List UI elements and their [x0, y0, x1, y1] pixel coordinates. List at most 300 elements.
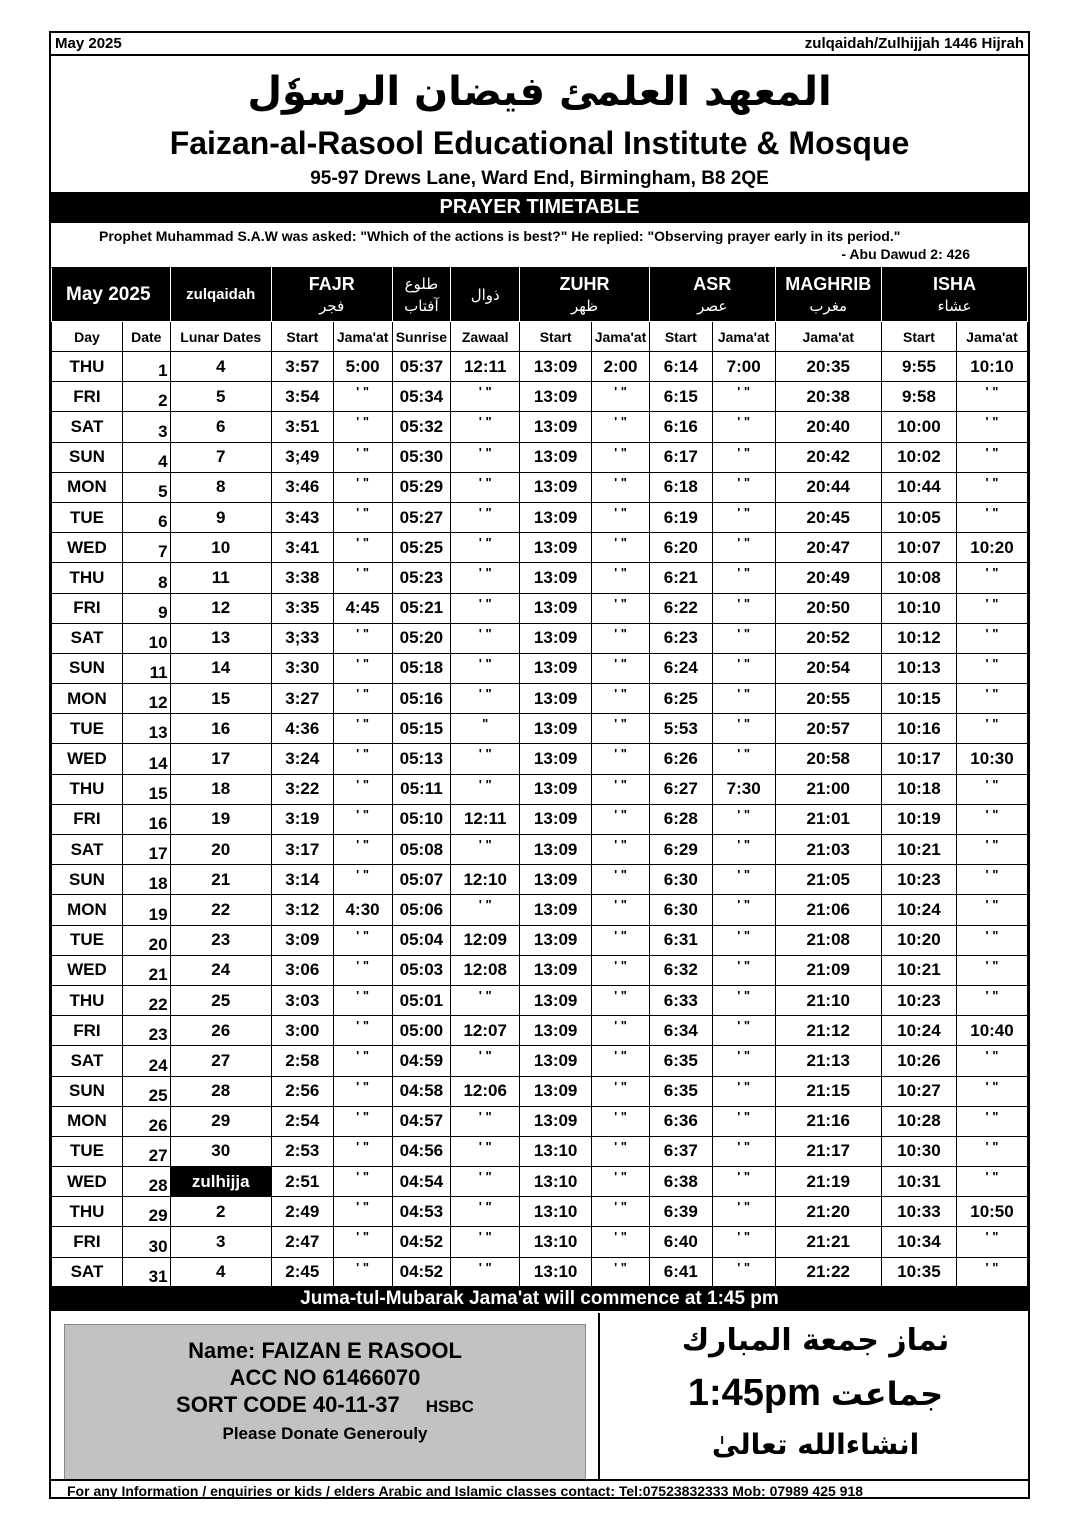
- table-cell: 12:10: [451, 865, 520, 895]
- divider: [598, 1313, 600, 1479]
- table-cell: 31: [122, 1257, 170, 1287]
- table-cell: 21:21: [775, 1227, 881, 1257]
- table-cell: 20:57: [775, 714, 881, 744]
- table-cell: 3:03: [271, 985, 333, 1015]
- table-cell: ' ": [712, 623, 775, 653]
- table-cell: ' ": [956, 1076, 1027, 1106]
- table-cell: 21:01: [775, 804, 881, 834]
- table-cell: FRI: [52, 382, 123, 412]
- table-cell: 6:30: [649, 895, 712, 925]
- table-cell: ' ": [956, 955, 1027, 985]
- table-cell: ' ": [451, 1257, 520, 1287]
- table-cell: MON: [52, 684, 123, 714]
- table-cell: ' ": [333, 714, 392, 744]
- table-cell: 2: [122, 382, 170, 412]
- table-cell: ' ": [592, 653, 650, 683]
- table-cell: 12:08: [451, 955, 520, 985]
- table-cell: 04:56: [392, 1136, 451, 1166]
- month-label: May 2025: [55, 35, 122, 52]
- table-cell: ' ": [712, 804, 775, 834]
- bank-details: [64, 1324, 586, 1481]
- table-cell: 13:10: [520, 1136, 592, 1166]
- table-cell: ' ": [592, 442, 650, 472]
- table-cell: ' ": [592, 684, 650, 714]
- table-cell: ' ": [592, 865, 650, 895]
- table-cell: ' ": [451, 1167, 520, 1197]
- table-cell: ": [451, 714, 520, 744]
- juma-bar: Juma-tul-Mubarak Jama'at will commence at 1:45 pm: [51, 1286, 1028, 1311]
- table-cell: ' ": [592, 895, 650, 925]
- column-header: Lunar Dates: [170, 322, 271, 352]
- table-cell: 20:52: [775, 623, 881, 653]
- table-row: [52, 1167, 1028, 1197]
- table-cell: 05:07: [392, 865, 451, 895]
- table-cell: 6:17: [649, 442, 712, 472]
- table-cell: 12:07: [451, 1016, 520, 1046]
- table-cell: 29: [122, 1197, 170, 1227]
- table-row: [52, 1136, 1028, 1166]
- table-cell: 2:49: [271, 1197, 333, 1227]
- table-cell: ' ": [712, 985, 775, 1015]
- table-cell: 13:09: [520, 1076, 592, 1106]
- table-cell: ' ": [333, 442, 392, 472]
- table-cell: ' ": [592, 955, 650, 985]
- table-cell: 15: [122, 774, 170, 804]
- table-cell: 9:58: [881, 382, 956, 412]
- table-cell: 3:41: [271, 533, 333, 563]
- table-cell: 21:13: [775, 1046, 881, 1076]
- table-cell: 17: [122, 835, 170, 865]
- table-cell: 3:54: [271, 382, 333, 412]
- table-cell: ' ": [956, 563, 1027, 593]
- table-cell: ' ": [451, 533, 520, 563]
- table-cell: 5: [170, 382, 271, 412]
- table-cell: 9: [170, 502, 271, 532]
- table-group-header: [52, 268, 1028, 322]
- table-cell: 6:27: [649, 774, 712, 804]
- table-cell: ' ": [592, 744, 650, 774]
- table-cell: ' ": [451, 623, 520, 653]
- table-cell: ' ": [712, 744, 775, 774]
- table-cell: 10:18: [881, 774, 956, 804]
- table-row: [52, 714, 1028, 744]
- table-cell: ' ": [712, 714, 775, 744]
- table-cell: ' ": [333, 533, 392, 563]
- table-cell: 6:21: [649, 563, 712, 593]
- table-cell: 10:35: [881, 1257, 956, 1287]
- column-header: Jama'at: [712, 322, 775, 352]
- table-cell: WED: [52, 533, 123, 563]
- table-cell: ' ": [712, 925, 775, 955]
- table-cell: 12:06: [451, 1076, 520, 1106]
- table-cell: 05:01: [392, 985, 451, 1015]
- table-cell: THU: [52, 1197, 123, 1227]
- table-row: [52, 382, 1028, 412]
- table-cell: 29: [170, 1106, 271, 1136]
- table-cell: 05:25: [392, 533, 451, 563]
- table-cell: ' ": [333, 502, 392, 532]
- table-cell: 21:20: [775, 1197, 881, 1227]
- table-cell: 10:17: [881, 744, 956, 774]
- table-cell: ' ": [712, 382, 775, 412]
- table-cell: 11: [122, 653, 170, 683]
- table-row: [52, 744, 1028, 774]
- table-cell: THU: [52, 774, 123, 804]
- table-cell: ' ": [956, 442, 1027, 472]
- table-cell: 10:50: [956, 1197, 1027, 1227]
- table-cell: ' ": [333, 1076, 392, 1106]
- table-cell: 2:51: [271, 1167, 333, 1197]
- table-cell: ' ": [712, 1076, 775, 1106]
- table-cell: FRI: [52, 1227, 123, 1257]
- table-cell: 05:30: [392, 442, 451, 472]
- table-cell: 19: [170, 804, 271, 834]
- table-cell: 04:53: [392, 1197, 451, 1227]
- table-cell: 20:54: [775, 653, 881, 683]
- table-cell: 13:09: [520, 804, 592, 834]
- table-row: [52, 1257, 1028, 1287]
- table-cell: FRI: [52, 804, 123, 834]
- table-cell: ' ": [451, 412, 520, 442]
- table-cell: 20:42: [775, 442, 881, 472]
- table-cell: 10:19: [881, 804, 956, 834]
- table-cell: ' ": [333, 985, 392, 1015]
- table-cell: 7:00: [712, 352, 775, 382]
- column-header: Start: [881, 322, 956, 352]
- table-cell: ' ": [592, 533, 650, 563]
- table-cell: 6:20: [649, 533, 712, 563]
- table-cell: TUE: [52, 714, 123, 744]
- table-row: [52, 774, 1028, 804]
- prayer-table: [51, 267, 1028, 1288]
- table-cell: 19: [122, 895, 170, 925]
- table-cell: 6:37: [649, 1136, 712, 1166]
- table-cell: 10:31: [881, 1167, 956, 1197]
- table-cell: 05:15: [392, 714, 451, 744]
- table-cell: 10:21: [881, 955, 956, 985]
- table-cell: 13:09: [520, 985, 592, 1015]
- table-cell: 10:27: [881, 1076, 956, 1106]
- table-cell: ' ": [712, 533, 775, 563]
- table-cell: 10:20: [956, 533, 1027, 563]
- table-cell: SAT: [52, 835, 123, 865]
- table-cell: 10:44: [881, 472, 956, 502]
- table-cell: ' ": [592, 1076, 650, 1106]
- table-cell: 12:11: [451, 804, 520, 834]
- table-cell: 20:35: [775, 352, 881, 382]
- table-row: [52, 925, 1028, 955]
- table-cell: 28: [122, 1167, 170, 1197]
- table-cell: 05:03: [392, 955, 451, 985]
- table-cell: 13:09: [520, 865, 592, 895]
- table-cell: 3:17: [271, 835, 333, 865]
- hadith-block: [51, 225, 1028, 265]
- table-row: [52, 623, 1028, 653]
- table-cell: 05:29: [392, 472, 451, 502]
- table-cell: 05:10: [392, 804, 451, 834]
- table-cell: ' ": [333, 1167, 392, 1197]
- table-cell: 1: [122, 352, 170, 382]
- table-cell: 6:29: [649, 835, 712, 865]
- table-cell: ' ": [333, 1106, 392, 1136]
- table-cell: 21:05: [775, 865, 881, 895]
- table-cell: ' ": [451, 744, 520, 774]
- hadith-text: Prophet Muhammad S.A.W was asked: "Which of the actions is best?" He replied: "Observing prayer early in its period.": [99, 228, 901, 244]
- table-cell: ' ": [592, 1046, 650, 1076]
- table-cell: ' ": [956, 593, 1027, 623]
- table-cell: 6:39: [649, 1197, 712, 1227]
- table-cell: FRI: [52, 1016, 123, 1046]
- table-cell: 3;33: [271, 623, 333, 653]
- table-row: [52, 1227, 1028, 1257]
- table-cell: 10:10: [956, 352, 1027, 382]
- table-cell: 2:53: [271, 1136, 333, 1166]
- timetable-heading: PRAYER TIMETABLE: [51, 192, 1028, 223]
- table-row: [52, 1076, 1028, 1106]
- table-cell: 3:06: [271, 955, 333, 985]
- table-cell: ' ": [712, 563, 775, 593]
- column-header: Start: [649, 322, 712, 352]
- table-cell: ' ": [592, 382, 650, 412]
- table-row: [52, 895, 1028, 925]
- table-cell: ' ": [956, 895, 1027, 925]
- table-cell: 13:09: [520, 442, 592, 472]
- account-name: Name: FAIZAN E RASOOL: [188, 1338, 462, 1363]
- table-cell: ' ": [956, 412, 1027, 442]
- table-cell: 16: [170, 714, 271, 744]
- table-cell: 10:23: [881, 985, 956, 1015]
- table-cell: 04:59: [392, 1046, 451, 1076]
- table-cell: 20:45: [775, 502, 881, 532]
- table-cell: 05:00: [392, 1016, 451, 1046]
- table-row: [52, 563, 1028, 593]
- table-cell: 3:14: [271, 865, 333, 895]
- table-row: [52, 835, 1028, 865]
- table-cell: 13:10: [520, 1257, 592, 1287]
- table-cell: 4: [122, 442, 170, 472]
- table-cell: 5: [122, 472, 170, 502]
- table-cell: ' ": [333, 623, 392, 653]
- table-cell: SAT: [52, 1257, 123, 1287]
- table-cell: 20:47: [775, 533, 881, 563]
- table-cell: ' ": [451, 442, 520, 472]
- table-cell: 05:18: [392, 653, 451, 683]
- column-header: Jama'at: [333, 322, 392, 352]
- table-cell: 10: [122, 623, 170, 653]
- table-cell: ' ": [956, 684, 1027, 714]
- table-cell: ' ": [333, 925, 392, 955]
- table-cell: ' ": [333, 804, 392, 834]
- table-row: [52, 352, 1028, 382]
- table-cell: ' ": [333, 684, 392, 714]
- table-cell: ' ": [592, 472, 650, 502]
- table-cell: 12:11: [451, 352, 520, 382]
- table-lunar-month: zulqaidah: [170, 268, 271, 322]
- table-cell: zulhijja: [170, 1167, 271, 1197]
- table-cell: 10:08: [881, 563, 956, 593]
- table-cell: MON: [52, 895, 123, 925]
- table-cell: 05:27: [392, 502, 451, 532]
- table-cell: 05:32: [392, 412, 451, 442]
- table-cell: 21:22: [775, 1257, 881, 1287]
- table-cell: 6:24: [649, 653, 712, 683]
- table-cell: ' ": [333, 1227, 392, 1257]
- table-cell: 21:19: [775, 1167, 881, 1197]
- table-cell: 10:33: [881, 1197, 956, 1227]
- table-cell: ' ": [592, 1106, 650, 1136]
- table-cell: TUE: [52, 1136, 123, 1166]
- table-cell: ' ": [956, 1046, 1027, 1076]
- table-cell: 10:16: [881, 714, 956, 744]
- table-cell: ' ": [712, 412, 775, 442]
- table-cell: ' ": [956, 472, 1027, 502]
- table-cell: ' ": [451, 1227, 520, 1257]
- table-row: [52, 1197, 1028, 1227]
- table-cell: ' ": [333, 563, 392, 593]
- table-cell: ' ": [712, 1257, 775, 1287]
- table-cell: 10:00: [881, 412, 956, 442]
- table-cell: 9: [122, 593, 170, 623]
- table-cell: ' ": [712, 865, 775, 895]
- table-cell: 6:34: [649, 1016, 712, 1046]
- table-cell: 04:52: [392, 1257, 451, 1287]
- table-cell: 21:15: [775, 1076, 881, 1106]
- column-header: Start: [271, 322, 333, 352]
- table-cell: FRI: [52, 593, 123, 623]
- table-cell: 05:13: [392, 744, 451, 774]
- table-cell: 26: [170, 1016, 271, 1046]
- table-cell: ' ": [956, 1136, 1027, 1166]
- table-cell: ' ": [451, 382, 520, 412]
- table-cell: 4: [170, 352, 271, 382]
- table-cell: 05:34: [392, 382, 451, 412]
- table-cell: SUN: [52, 442, 123, 472]
- table-cell: 6: [170, 412, 271, 442]
- table-cell: 8: [122, 563, 170, 593]
- table-cell: 4:36: [271, 714, 333, 744]
- table-cell: 3:38: [271, 563, 333, 593]
- table-cell: THU: [52, 352, 123, 382]
- table-cell: 3:30: [271, 653, 333, 683]
- table-cell: 6:16: [649, 412, 712, 442]
- table-cell: 12: [170, 593, 271, 623]
- table-cell: ' ": [333, 1016, 392, 1046]
- table-cell: ' ": [956, 1257, 1027, 1287]
- column-header: Day: [52, 322, 123, 352]
- jumma-title: نماز جمعة المبارك: [681, 1323, 950, 1358]
- table-cell: 10:21: [881, 835, 956, 865]
- table-cell: 04:58: [392, 1076, 451, 1106]
- bank-name: HSBC: [425, 1397, 474, 1416]
- table-month: May 2025: [52, 268, 171, 322]
- table-cell: 6:35: [649, 1076, 712, 1106]
- table-cell: 27: [170, 1046, 271, 1076]
- hadith-source: - Abu Dawud 2: 426: [841, 246, 970, 262]
- table-cell: 28: [170, 1076, 271, 1106]
- table-cell: ' ": [712, 1227, 775, 1257]
- table-cell: 05:20: [392, 623, 451, 653]
- table-cell: WED: [52, 1167, 123, 1197]
- table-cell: ' ": [592, 1257, 650, 1287]
- table-cell: 13:09: [520, 684, 592, 714]
- group-maghrib: MAGHRIB مغرب: [775, 268, 881, 322]
- table-cell: 6:36: [649, 1106, 712, 1136]
- table-cell: 6:15: [649, 382, 712, 412]
- table-cell: 10:02: [881, 442, 956, 472]
- sort-code-line: [65, 1391, 585, 1420]
- contact-footer: For any Information / enquiries or kids / elders Arabic and Islamic classes contact: Tel:07523832333 Mob: 07989 425 918: [51, 1479, 1028, 1501]
- table-cell: 15: [170, 684, 271, 714]
- table-cell: 20:44: [775, 472, 881, 502]
- table-cell: 21:12: [775, 1016, 881, 1046]
- table-cell: 13:09: [520, 533, 592, 563]
- table-cell: 05:06: [392, 895, 451, 925]
- table-cell: ' ": [451, 1046, 520, 1076]
- table-cell: 05:11: [392, 774, 451, 804]
- table-row: [52, 1106, 1028, 1136]
- table-cell: 3:57: [271, 352, 333, 382]
- table-cell: 13:09: [520, 835, 592, 865]
- table-cell: 24: [122, 1046, 170, 1076]
- table-cell: ' ": [592, 1136, 650, 1166]
- table-cell: 6:14: [649, 352, 712, 382]
- table-cell: 6:26: [649, 744, 712, 774]
- jumma-time-line: [603, 1367, 1028, 1420]
- table-row: [52, 804, 1028, 834]
- table-cell: 10:30: [881, 1136, 956, 1166]
- table-cell: ' ": [956, 1227, 1027, 1257]
- table-cell: 13:09: [520, 774, 592, 804]
- table-cell: 3:19: [271, 804, 333, 834]
- table-cell: 16: [122, 804, 170, 834]
- jumma-jamaat: جماعت: [830, 1375, 944, 1413]
- table-column-header: [52, 322, 1028, 352]
- table-cell: 20:58: [775, 744, 881, 774]
- table-cell: 13:09: [520, 895, 592, 925]
- table-cell: 11: [170, 563, 271, 593]
- table-cell: 05:16: [392, 684, 451, 714]
- table-row: [52, 472, 1028, 502]
- table-row: [52, 865, 1028, 895]
- table-cell: ' ": [956, 774, 1027, 804]
- table-cell: ' ": [451, 593, 520, 623]
- table-cell: 26: [122, 1106, 170, 1136]
- table-cell: ' ": [712, 1016, 775, 1046]
- table-cell: 21:08: [775, 925, 881, 955]
- table-row: [52, 442, 1028, 472]
- address: 95-97 Drews Lane, Ward End, Birmingham, B8 2QE: [310, 168, 769, 189]
- table-cell: ' ": [333, 1136, 392, 1166]
- table-cell: 13:09: [520, 653, 592, 683]
- table-cell: 2:58: [271, 1046, 333, 1076]
- table-row: [52, 684, 1028, 714]
- table-cell: 21:09: [775, 955, 881, 985]
- table-cell: 13:10: [520, 1197, 592, 1227]
- table-cell: 10:07: [881, 533, 956, 563]
- table-cell: 6:23: [649, 623, 712, 653]
- table-cell: 2: [170, 1197, 271, 1227]
- table-cell: 10:20: [881, 925, 956, 955]
- table-cell: ' ": [592, 835, 650, 865]
- table-cell: ' ": [712, 895, 775, 925]
- table-cell: 04:52: [392, 1227, 451, 1257]
- table-cell: 5:53: [649, 714, 712, 744]
- table-cell: MON: [52, 1106, 123, 1136]
- table-cell: SUN: [52, 653, 123, 683]
- table-cell: ' ": [451, 1136, 520, 1166]
- table-cell: ' ": [451, 1197, 520, 1227]
- table-cell: ' ": [956, 1106, 1027, 1136]
